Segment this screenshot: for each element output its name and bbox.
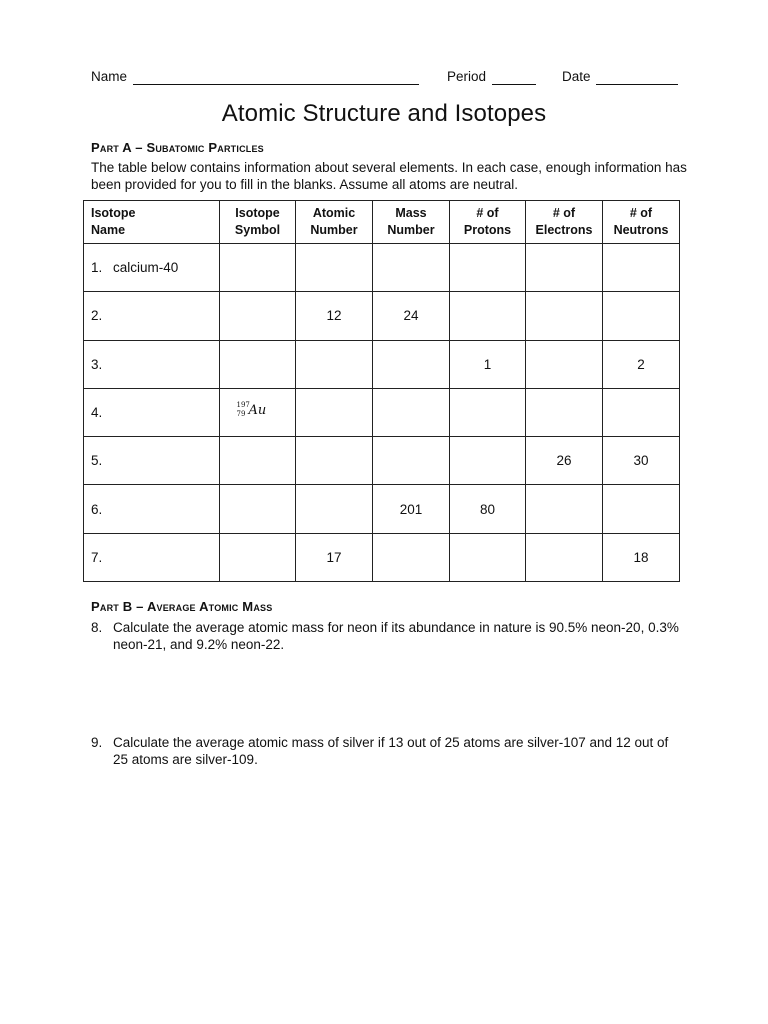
atomic-cell[interactable]: [296, 533, 373, 581]
date-label: Date: [562, 69, 591, 84]
row-number: 4.: [91, 404, 103, 420]
name-blank[interactable]: [133, 84, 419, 85]
atomic-cell[interactable]: [296, 292, 373, 340]
mass-cell[interactable]: [373, 340, 450, 388]
table-header-row: [84, 201, 680, 244]
isotope-name-cell[interactable]: [84, 340, 220, 388]
row-number: 5.: [91, 453, 103, 469]
mass-cell[interactable]: [373, 437, 450, 485]
neutrons-cell[interactable]: [603, 533, 680, 581]
table-row: [84, 485, 680, 533]
atomic-cell[interactable]: [296, 437, 373, 485]
protons-cell[interactable]: [450, 485, 526, 533]
mass-cell[interactable]: [373, 533, 450, 581]
gold-symbol-mass: 197: [236, 400, 250, 409]
protons-cell[interactable]: [450, 292, 526, 340]
table-row: [84, 244, 680, 292]
symbol-cell[interactable]: [220, 485, 296, 533]
atomic-cell[interactable]: [296, 340, 373, 388]
neutrons-cell[interactable]: [603, 340, 680, 388]
electrons-cell[interactable]: [526, 437, 603, 485]
row-number: 2.: [91, 308, 103, 324]
neutrons-cell[interactable]: [603, 485, 680, 533]
table-row: [84, 292, 680, 340]
electrons-cell[interactable]: [526, 340, 603, 388]
isotope-name: calcium-40: [113, 260, 179, 276]
electrons-value: 26: [556, 453, 572, 469]
symbol-cell[interactable]: [220, 292, 296, 340]
table-row: [84, 340, 680, 388]
electrons-cell[interactable]: [526, 533, 603, 581]
mass-cell[interactable]: [373, 388, 450, 436]
neutrons-cell[interactable]: [603, 292, 680, 340]
protons-cell[interactable]: [450, 340, 526, 388]
isotope-name-cell[interactable]: [84, 292, 220, 340]
row-number: 6.: [91, 501, 103, 517]
electrons-cell[interactable]: [526, 388, 603, 436]
column-header: Atomic Number: [296, 201, 373, 244]
isotope-name-cell[interactable]: [84, 485, 220, 533]
neutrons-cell[interactable]: [603, 437, 680, 485]
question-number: 8.: [91, 620, 103, 635]
column-header: # of Electrons: [526, 201, 603, 244]
gold-symbol-num: 79: [236, 409, 246, 418]
table-row: [84, 388, 680, 436]
electrons-cell[interactable]: [526, 292, 603, 340]
page-title: Atomic Structure and Isotopes: [221, 100, 547, 127]
neutrons-cell[interactable]: [603, 244, 680, 292]
isotope-name-cell[interactable]: [84, 244, 220, 292]
question-9: [91, 734, 681, 768]
period-blank[interactable]: [492, 84, 536, 85]
mass-value: 24: [403, 308, 419, 324]
question-text: Calculate the average atomic mass for neon if its abundance in nature is 90.5% neon-20, 0.3% neon-21, and 9.2% neon-22.: [113, 620, 679, 652]
neutrons-cell[interactable]: [603, 388, 680, 436]
date-blank[interactable]: [596, 84, 678, 85]
neutrons-value: 30: [633, 453, 649, 469]
column-header: # of Neutrons: [603, 201, 680, 244]
isotope-table: [83, 200, 680, 582]
table-row: [84, 437, 680, 485]
mass-value: 201: [399, 501, 423, 517]
part-a-heading: Part A – Subatomic Particles: [91, 140, 264, 155]
row-number: 1.: [91, 260, 103, 276]
mass-cell[interactable]: [373, 292, 450, 340]
column-header: Mass Number: [373, 201, 450, 244]
neutrons-value: 18: [633, 549, 649, 565]
electrons-cell[interactable]: [526, 485, 603, 533]
part-b-heading: Part B – Average Atomic Mass: [91, 599, 273, 614]
atomic-cell[interactable]: [296, 485, 373, 533]
symbol-cell[interactable]: [220, 533, 296, 581]
symbol-cell[interactable]: [220, 388, 296, 436]
isotope-name-cell[interactable]: [84, 437, 220, 485]
question-8: [91, 619, 681, 653]
isotope-name-cell[interactable]: [84, 533, 220, 581]
column-header: # of Protons: [450, 201, 526, 244]
symbol-cell[interactable]: [220, 437, 296, 485]
gold-symbol-el: Au: [248, 402, 267, 418]
protons-cell[interactable]: [450, 437, 526, 485]
protons-cell[interactable]: [450, 533, 526, 581]
isotope-name-cell[interactable]: [84, 388, 220, 436]
protons-cell[interactable]: [450, 244, 526, 292]
mass-cell[interactable]: [373, 485, 450, 533]
protons-value: 1: [483, 356, 492, 372]
protons-cell[interactable]: [450, 388, 526, 436]
symbol-cell[interactable]: [220, 244, 296, 292]
row-number: 7.: [91, 549, 103, 565]
symbol-cell[interactable]: [220, 340, 296, 388]
student-info-line: [91, 69, 679, 89]
protons-value: 80: [479, 501, 496, 517]
row-number: 3.: [91, 356, 103, 372]
question-text: Calculate the average atomic mass of silver if 13 out of 25 atoms are silver-107 and 12 out of 25 atoms are silver-109.: [113, 735, 669, 767]
question-number: 9.: [91, 735, 103, 750]
atomic-cell[interactable]: [296, 244, 373, 292]
name-label: Name: [91, 69, 128, 84]
mass-cell[interactable]: [373, 244, 450, 292]
column-header: Isotope Name: [84, 201, 220, 244]
neutrons-value: 2: [637, 356, 645, 372]
gold-isotope-symbol: [235, 401, 281, 421]
atomic-cell[interactable]: [296, 388, 373, 436]
atomic-value: 17: [326, 549, 342, 565]
table-row: [84, 533, 680, 581]
part-a-instructions: The table below contains information about several elements. In each case, enough information has been provided for you to fill in the blanks. Assume all atoms are neutral.: [91, 160, 687, 192]
electrons-cell[interactable]: [526, 244, 603, 292]
column-header: Isotope Symbol: [220, 201, 296, 244]
atomic-value: 12: [326, 308, 342, 324]
period-label: Period: [447, 69, 487, 84]
